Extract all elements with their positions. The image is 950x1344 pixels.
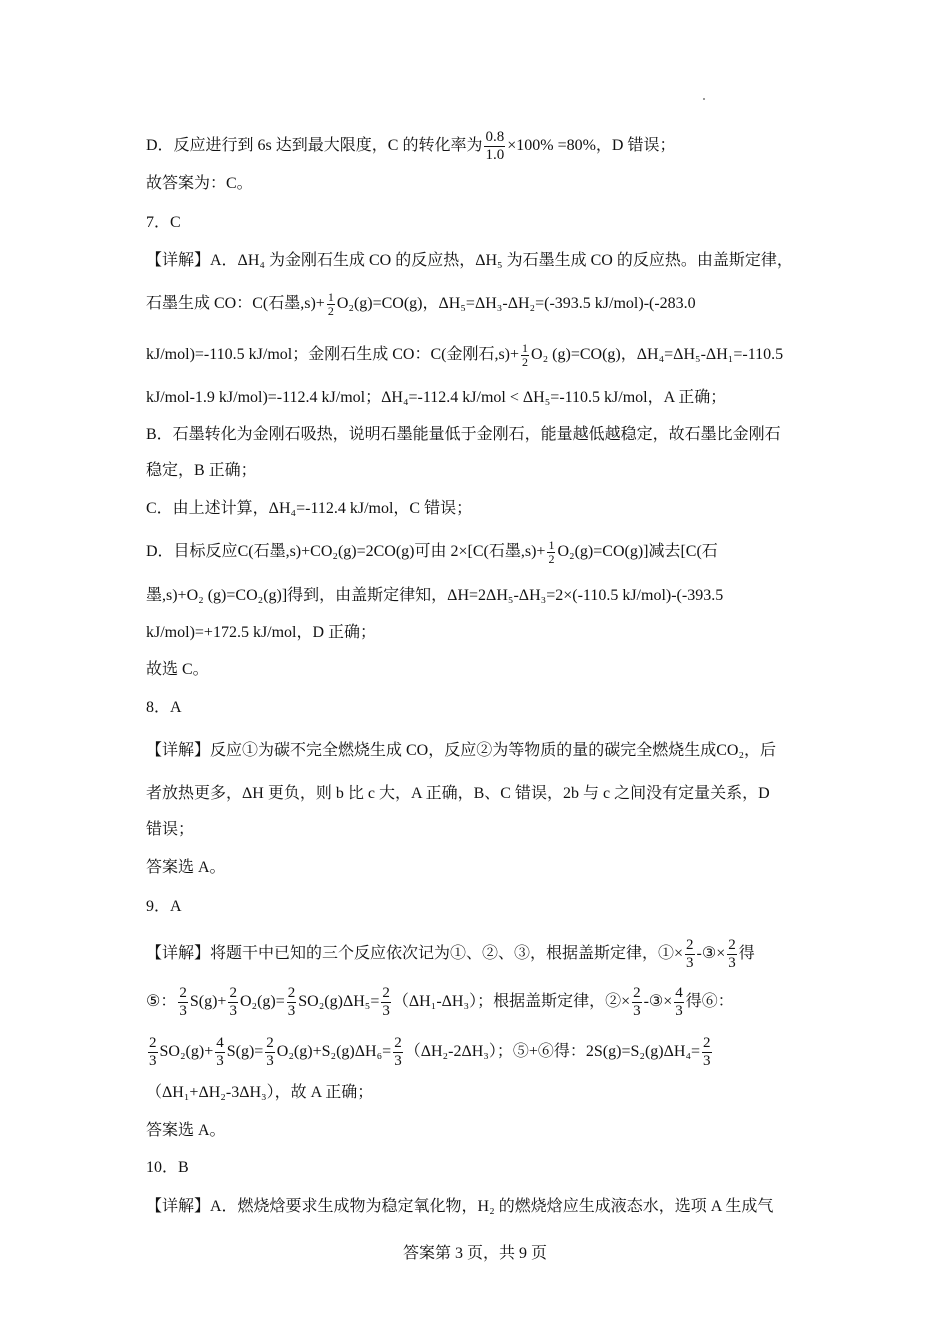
text: S(g)+ (189, 993, 227, 1011)
denominator: 3 (229, 1003, 237, 1019)
denominator: 3 (728, 955, 736, 971)
text: O₂(g)=CO(g)，ΔH₅=ΔH₃-ΔH₂=(-393.5 kJ/mol)-(-283.0 (336, 295, 696, 313)
text: -③× (643, 993, 673, 1011)
numerator: 4 (675, 985, 683, 1001)
text-line: 【详解】反应①为碳不完全燃烧生成 CO，反应②为等物质的量的碳完全燃烧生成CO₂，后 (146, 742, 777, 759)
text: kJ/mol)=-110.5 kJ/mol；金刚石生成 CO：C(金刚石,s)+ (146, 346, 520, 364)
fraction (228, 985, 238, 1020)
denominator: 3 (382, 1003, 390, 1019)
fraction (547, 539, 555, 566)
question-number: 7．C (146, 214, 181, 231)
denominator: 3 (633, 1003, 641, 1019)
page-footer: 答案第 3 页，共 9 页 (402, 1245, 547, 1262)
numerator: 0.8 (485, 129, 505, 145)
text: O₂ (g)=CO(g)，ΔH₄=ΔH₅-ΔH₁=-110.5 (531, 346, 784, 364)
fraction (178, 985, 188, 1020)
fraction (265, 1035, 275, 1070)
fraction (287, 985, 297, 1020)
fraction (521, 342, 529, 369)
text-line (146, 539, 830, 566)
text: -③× (696, 945, 726, 963)
text-line: 错误； (146, 821, 195, 838)
denominator: 2 (522, 355, 529, 369)
text: D．目标反应 (146, 543, 238, 561)
text: 石墨生成 CO：C(石墨,s)+ (146, 295, 325, 313)
numerator: 2 (229, 985, 237, 1001)
numerator: 2 (266, 1035, 274, 1051)
text: （ΔH₂-2ΔH₃）；⑤+⑥得：2S(g)=S₂(g)ΔH₄= (404, 1043, 701, 1061)
text-line: 【详解】A．燃烧焓要求生成物为稳定氧化物，H₂ 的燃烧焓应生成液态水，选项 A 生成气 (146, 1198, 774, 1215)
text: 可由 2×[C(石墨,s)+ (414, 543, 546, 561)
text-line: kJ/mol)=+172.5 kJ/mol，D 正确； (146, 624, 377, 641)
fraction (685, 937, 695, 972)
text: 得⑥： (685, 993, 734, 1011)
numerator: 2 (394, 1035, 402, 1051)
text-line: （ΔH₁+ΔH₂-3ΔH₃），故 A 正确； (146, 1084, 374, 1101)
denominator: 2 (548, 552, 555, 566)
denominator: 3 (287, 1003, 296, 1019)
numerator: 2 (633, 985, 641, 1001)
text: O₂(g)+S₂(g)ΔH₆= (276, 1043, 392, 1061)
text-line: 故答案为：C。 (146, 175, 253, 192)
numerator: 2 (728, 937, 736, 953)
fraction (215, 1035, 225, 1070)
numerator: 2 (149, 1035, 157, 1051)
text: SO₂(g)ΔH₅= (298, 993, 380, 1011)
question-number: 9．A (146, 898, 182, 915)
text-line (146, 985, 830, 1020)
text-line: 【详解】A．ΔH₄ 为金刚石生成 CO 的反应热，ΔH₅ 为石墨生成 CO 的反应热。由盖斯定律， (146, 252, 793, 269)
fraction (632, 985, 642, 1020)
numerator: 2 (287, 985, 296, 1001)
text: D．反应进行到 6s 达到最大限度，C 的转化率为 (146, 137, 483, 155)
fraction (327, 291, 335, 318)
denominator: 3 (216, 1053, 224, 1069)
text-line (146, 291, 830, 318)
fraction (702, 1035, 712, 1070)
fraction (727, 937, 737, 972)
text-line: 者放热更多，ΔH 更负，则 b 比 c 大，A 正确，B、C 错误，2b 与 c 之间没有定量关系，D (146, 785, 770, 802)
text: O₂(g)=CO(g)]减去[C(石 (557, 543, 718, 561)
numerator: 1 (548, 538, 555, 552)
fraction (674, 985, 684, 1020)
fraction (148, 1035, 158, 1070)
text-line (146, 129, 830, 164)
denominator: 3 (149, 1053, 157, 1069)
text-line (146, 1035, 830, 1070)
numerator: 2 (703, 1035, 711, 1051)
question-number: 10．B (146, 1159, 189, 1176)
numerator: 2 (382, 985, 390, 1001)
equation: C(石墨,s)+CO₂(g)=2CO(g) (237, 543, 415, 561)
numerator: 2 (179, 985, 187, 1001)
denominator: 3 (703, 1053, 711, 1069)
text-line: B．石墨转化为金刚石吸热，说明石墨能量低于金刚石，能量越低越稳定，故石墨比金刚石 (146, 426, 781, 443)
denominator: 1.0 (485, 147, 505, 163)
numerator: 1 (327, 290, 334, 304)
text-line: kJ/mol-1.9 kJ/mol)=-112.4 kJ/mol；ΔH₄=-112.4 kJ/mol < ΔH₅=-110.5 kJ/mol，A 正确； (146, 389, 727, 406)
numerator: 1 (522, 341, 529, 355)
text-line: 答案选 A。 (146, 1122, 226, 1139)
text-line (146, 342, 830, 369)
text: O₂(g)= (239, 993, 285, 1011)
question-number: 8．A (146, 699, 182, 716)
text: SO₂(g)+ (159, 1043, 214, 1061)
denominator: 3 (394, 1053, 402, 1069)
text-line (146, 937, 830, 972)
denominator: 3 (179, 1003, 187, 1019)
scan-speck (703, 98, 705, 100)
text: ×100% =80%，D 错误； (507, 137, 676, 155)
text: 【详解】将题干中已知的三个反应依次记为①、②、③，根据盖斯定律，①× (146, 945, 684, 963)
fraction (381, 985, 391, 1020)
text-line: 墨,s)+O₂ (g)=CO₂(g)]得到，由盖斯定律知，ΔH=2ΔH₅-ΔH₃=2×(-110.5 kJ/mol)-(-393.5 (146, 587, 724, 604)
text-line: C．由上述计算，ΔH₄=-112.4 kJ/mol，C 错误； (146, 500, 473, 517)
text: 得 (738, 945, 755, 963)
fraction (484, 129, 505, 164)
numerator: 2 (686, 937, 694, 953)
denominator: 3 (686, 955, 694, 971)
denominator: 3 (675, 1003, 683, 1019)
text: （ΔH₁-ΔH₃）；根据盖斯定律，②× (392, 993, 631, 1011)
denominator: 2 (327, 304, 334, 318)
text-line: 答案选 A。 (146, 859, 226, 876)
denominator: 3 (266, 1053, 274, 1069)
text: S(g)= (226, 1043, 264, 1061)
text-line: 故选 C。 (146, 661, 209, 678)
numerator: 4 (216, 1035, 224, 1051)
fraction (393, 1035, 403, 1070)
text-line: 稳定，B 正确； (146, 462, 257, 479)
text: ⑤： (146, 993, 177, 1011)
